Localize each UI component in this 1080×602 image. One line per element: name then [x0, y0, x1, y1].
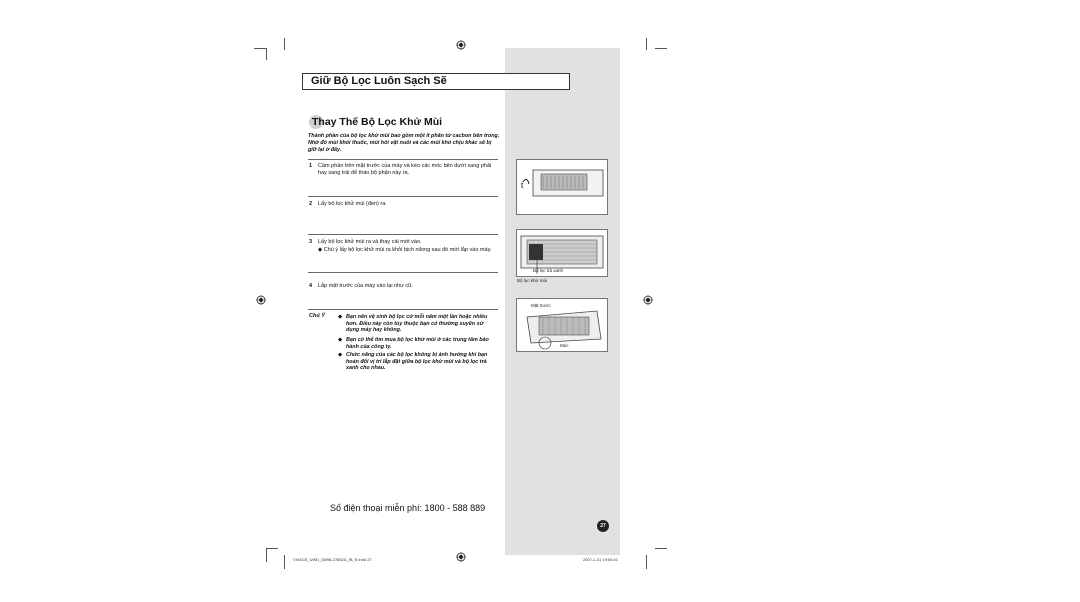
- step-number: 3: [309, 239, 313, 245]
- label-hook: Móc: [560, 343, 569, 348]
- step-text: Lắp mặt trước của máy vào lại như cũ.: [318, 283, 413, 289]
- label-deodorizing-filter: Bộ lọc khử mùi: [517, 278, 548, 283]
- figure-step-1: [516, 159, 608, 215]
- divider: [308, 272, 498, 273]
- section-title-box: [302, 73, 570, 90]
- crop-mark: [266, 48, 267, 60]
- note-item: Bạn có thể tìm mua bộ lọc khử mùi ở các trung tâm bảo hành của công ty.: [346, 337, 489, 350]
- crop-mark: [646, 38, 647, 50]
- step-number: 2: [309, 201, 313, 207]
- registration-mark-icon: [256, 295, 266, 305]
- divider: [308, 234, 498, 235]
- registration-mark-icon: [456, 552, 466, 562]
- crop-mark: [266, 548, 278, 549]
- step-text: Lấy bộ lọc khử mùi ra và thay cái mới vào.: [318, 239, 422, 245]
- note-item: Bạn nên vệ sinh bộ lọc cứ mỗi năm một lần hoặc nhiều hơn. Điều này còn tùy thuộc bạn có thường xuyên sử dụng máy hay không.: [346, 314, 488, 333]
- section-title: Giữ Bộ Lọc Luôn Sạch Sẽ: [311, 75, 447, 87]
- label-front-panel: Mặt trước: [531, 303, 551, 308]
- bullet: ◆: [338, 314, 343, 320]
- divider: [308, 196, 498, 197]
- hotline-text: Số điện thoại miễn phí: 1800 - 588 889: [330, 503, 486, 513]
- crop-mark: [655, 548, 667, 549]
- crop-mark: [655, 48, 667, 49]
- footer-filename: VIVACE_UWD_DB98-27852A_IB_E.indd 27: [293, 557, 372, 562]
- note-label: Chú Ý: [309, 313, 325, 319]
- svg-text:t: t: [521, 181, 524, 190]
- subheading: Thay Thế Bộ Lọc Khử Mùi: [312, 116, 443, 128]
- crop-mark: [284, 555, 285, 569]
- crop-mark: [254, 48, 266, 49]
- footer-timestamp: 2007-1-31 19:54:41: [583, 557, 618, 562]
- step-subnote: ◆ Chú ý lấy bộ lọc khử mùi ra khỏi bịch nilong sau đó mới lắp vào máy.: [318, 247, 492, 253]
- divider: [308, 309, 498, 310]
- crop-mark: [646, 555, 647, 569]
- bullet: ◆: [338, 352, 343, 358]
- step-number: 1: [309, 163, 313, 169]
- air-conditioner-illustration-icon: [517, 160, 607, 214]
- page-number: 27: [597, 520, 609, 532]
- registration-mark-icon: [643, 295, 653, 305]
- step-text: Lấy bộ lọc khử mùi (đen) ra.: [318, 201, 387, 207]
- divider: [308, 159, 498, 160]
- step-text: Cầm phần trên mặt trước của máy và kéo các móc bên dưới sang phải hay sang trái để tháo bộ phận này ra.: [318, 163, 492, 176]
- crop-mark: [266, 548, 267, 562]
- label-green-tea-filter: Bộ lọc trà xanh: [533, 268, 564, 273]
- registration-mark-icon: [456, 40, 466, 50]
- bullet: ◆: [338, 337, 343, 343]
- step-number: 4: [309, 283, 313, 289]
- crop-mark: [284, 38, 285, 50]
- intro-text: Thành phần của bộ lọc khử mùi bao gồm một ít phân tử cacbon bên trong. Nhờ đó mùi khói thuốc, mùi hôi vật nuôi và các mùi khó chịu khác sẽ bị giữ lại ở đây.: [308, 133, 500, 153]
- note-item: Chức năng của các bộ lọc không bị ảnh hưởng khi bạn hoán đổi vị trí lắp đặt giữa bộ lọc khử mùi và bộ lọc trà xanh cho nhau.: [346, 352, 488, 371]
